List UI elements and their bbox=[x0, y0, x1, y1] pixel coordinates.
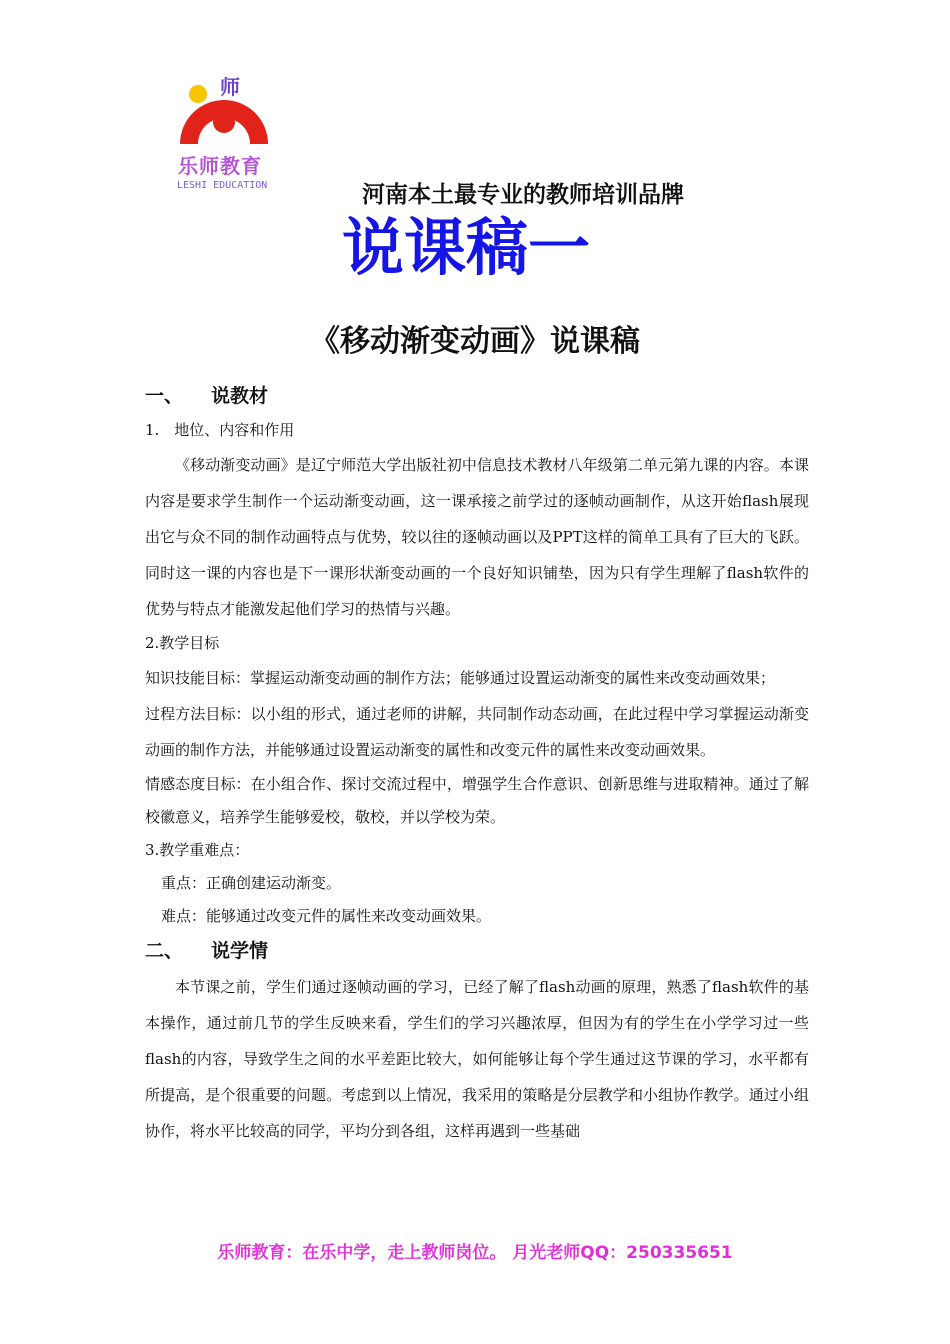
paragraph-textbook: 《移动渐变动画》是辽宁师范大学出版社初中信息技术教材八年级第二单元第九课的内容。本课内容是要求学生制作一个运动渐变动画，这一课承接之前学过的逐帧动画制作，从这开始flash展现出它与众不同的制作动画特点与优势，较以往的逐帧动画以及PPT这样的简单工具有了巨大的飞跃。同时这一课的内容也是下一课形状渐变动画的一个良好知识铺垫，因为只有学生理解了flash软件的优势与特点才能激发起他们学习的热情与兴趣。 bbox=[145, 456, 809, 618]
section-number: 一、 bbox=[145, 385, 184, 407]
subheading-goals: 2.教学目标 bbox=[145, 634, 220, 652]
key-point: 重点：正确创建运动渐变。 bbox=[161, 874, 342, 892]
section-heading-2 bbox=[145, 933, 809, 969]
big-title: 说课稿一 bbox=[342, 211, 591, 284]
difficult-point: 难点：能够通过改变元件的属性来改变动画效果。 bbox=[161, 907, 492, 925]
logo-mark-icon bbox=[172, 72, 282, 152]
logo-name-cn: 乐师教育 bbox=[178, 154, 262, 178]
section-title: 说教材 bbox=[211, 385, 269, 407]
footer-contact: 乐师教育：在乐中学，走上教师岗位。 月光老师QQ：250335651 bbox=[217, 1243, 733, 1263]
document-title: 《移动渐变动画》说课稿 bbox=[310, 324, 640, 359]
logo bbox=[172, 72, 282, 197]
subheading-key-points: 3.教学重难点： bbox=[145, 841, 250, 859]
logo-char: 师 bbox=[220, 75, 240, 99]
goal-process: 过程方法目标：以小组的形式，通过老师的讲解，共同制作动态动画，在此过程中学习掌握运动渐变动画的制作方法，并能够通过设置运动渐变的属性和改变元件的属性来改变动画效果。 bbox=[145, 705, 809, 759]
goal-knowledge: 知识技能目标：掌握运动渐变动画的制作方法；能够通过设置运动渐变的属性来改变动画效果； bbox=[145, 669, 776, 687]
section-number: 二、 bbox=[145, 940, 184, 962]
document-body bbox=[145, 378, 809, 1149]
brand-tagline: 河南本土最专业的教师培训品牌 bbox=[362, 182, 684, 208]
section-heading-1 bbox=[145, 378, 809, 414]
goal-attitude: 情感态度目标：在小组合作、探讨交流过程中，增强学生合作意识、创新思维与进取精神。通过了解校徽意义，培养学生能够爱校，敬校，并以学校为荣。 bbox=[145, 775, 809, 826]
subheading-position: 1. 地位、内容和作用 bbox=[145, 421, 295, 439]
section-title: 说学情 bbox=[211, 940, 269, 962]
paragraph-students: 本节课之前，学生们通过逐帧动画的学习，已经了解了flash动画的原理，熟悉了flash软件的基本操作，通过前几节的学生反映来看，学生们的学习兴趣浓厚，但因为有的学生在小学学习过一些flash的内容，导致学生之间的水平差距比较大，如何能够让每个学生通过这节课的学习，水平都有所提高，是个很重要的问题。考虑到以上情况，我采用的策略是分层教学和小组协作教学。通过小组协作，将水平比较高的同学，平均分到各组，这样再遇到一些基础 bbox=[145, 978, 809, 1140]
logo-name-en: LESHI EDUCATION bbox=[177, 180, 268, 191]
